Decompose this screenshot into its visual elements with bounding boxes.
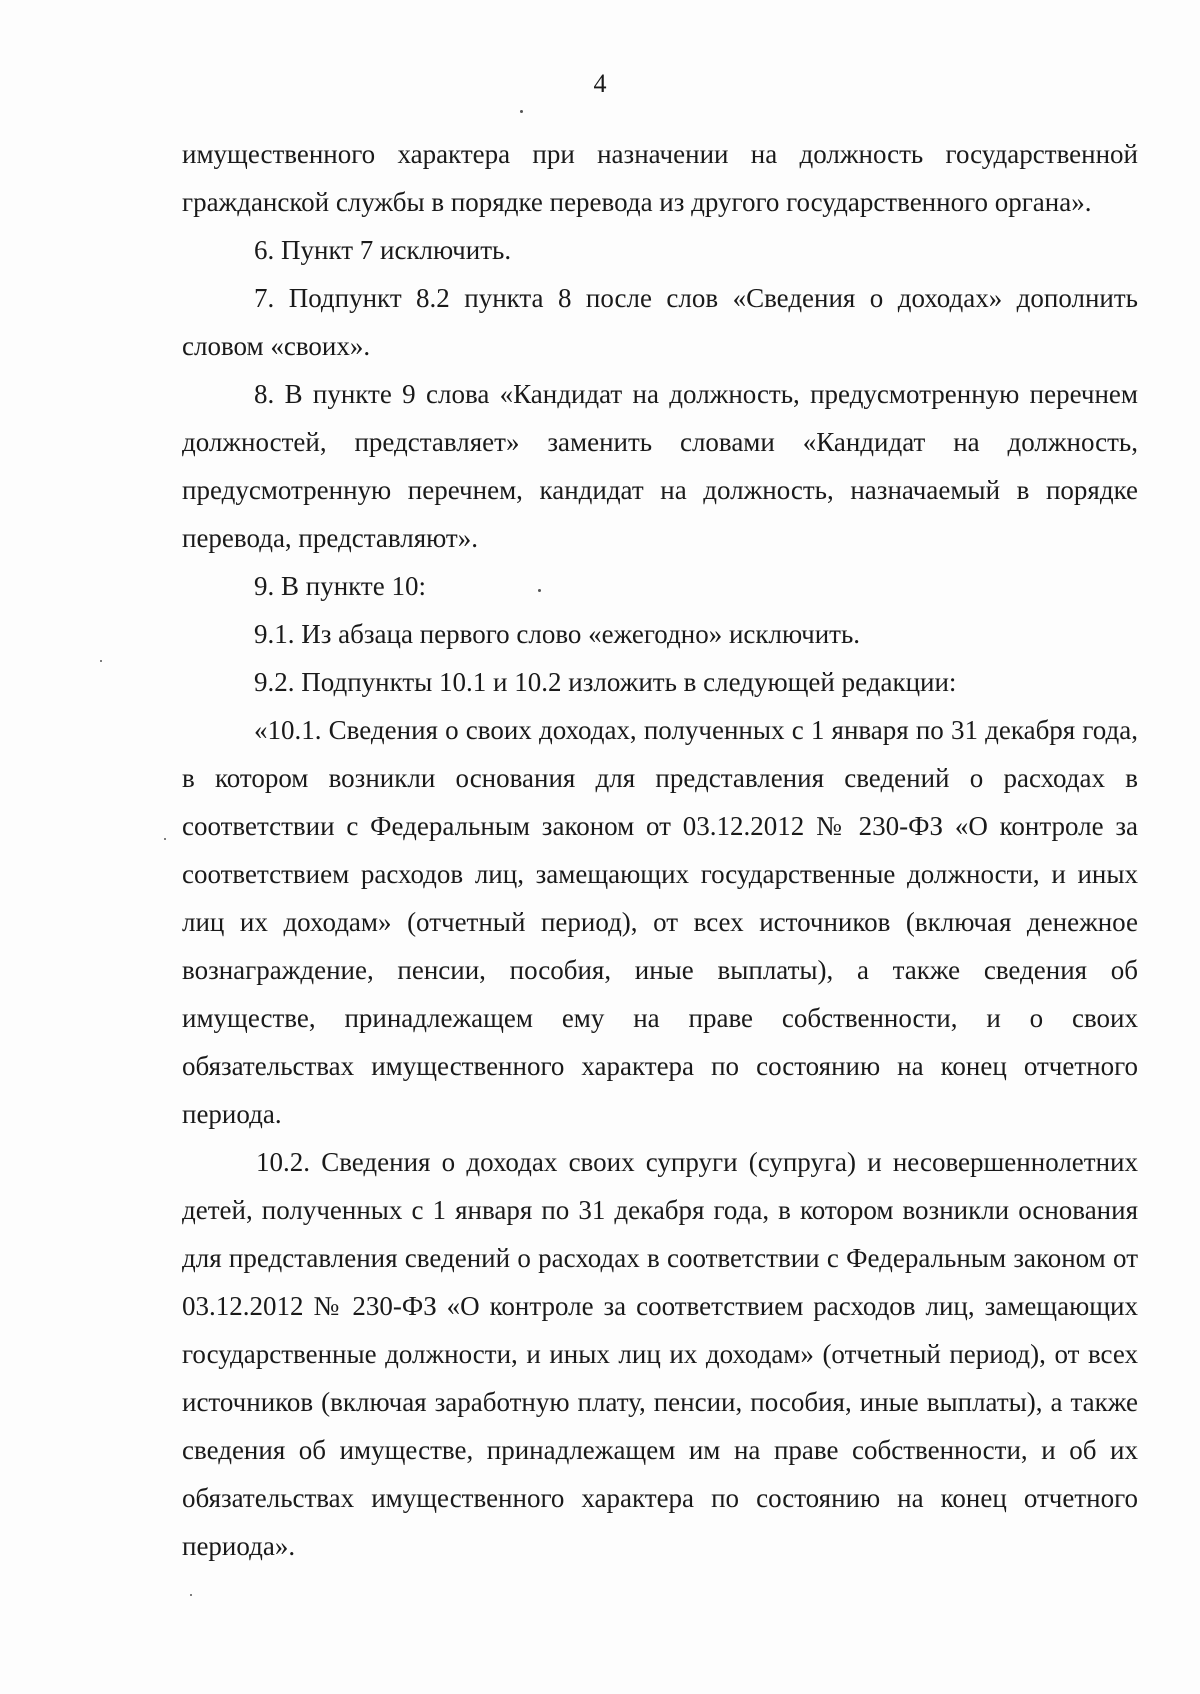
paragraph-subitem-10-1: «10.1. Сведения о своих доходах, полученных с 1 января по 31 декабря года, в котором возникли основания для представления сведений о расходах в соответствии с Федеральным законом от 03.12.2012 № 230-ФЗ «О контроле за соответствием расходов лиц, замещающих государственные должности, и иных лиц их доходам» (отчетный период), от всех источников (включая денежное вознаграждение, пенсии, пособия, иные выплаты), а также сведения об имуществе, принадлежащем ему на праве собственности, и о своих обязательствах имущественного характера по состоянию на конец отчетного периода.: [182, 715, 1138, 1129]
paragraph-continuation: имущественного характера при назначении на должность государственной гражданской службы в порядке перевода из другого государственного органа».: [182, 139, 1138, 217]
paragraph-item-8: 8. В пункте 9 слова «Кандидат на должность, предусмотренную перечнем должностей, представляет» заменить словами «Кандидат на должность, предусмотренную перечнем, кандидат на должность, назначаемый в порядке перевода, представляют».: [182, 379, 1138, 553]
scan-speck: [164, 838, 166, 840]
scan-speck: [538, 589, 541, 592]
paragraph-item-7: 7. Подпункт 8.2 пункта 8 после слов «Сведения о доходах» дополнить словом «своих».: [182, 283, 1138, 361]
paragraph-item-9-1: 9.1. Из абзаца первого слово «ежегодно» исключить.: [254, 619, 861, 649]
scan-speck: [100, 660, 102, 662]
paragraph-subitem-10-2: 10.2. Сведения о доходах своих супруги (супруга) и несовершеннолетних детей, полученных с 1 января по 31 декабря года, в котором возникли основания для представления сведений о расходах в соответствии с Федеральным законом от 03.12.2012 № 230-ФЗ «О контроле за соответствием расходов лиц, замещающих государственные должности, и иных лиц их доходам» (отчетный период), от всех источников (включая заработную плату, пенсии, пособия, иные выплаты), а также сведения об имуществе, принадлежащем им на праве собственности, и об их обязательствах имущественного характера по состоянию на конец отчетного периода».: [182, 1147, 1138, 1561]
paragraph-item-9: 9. В пункте 10:: [254, 571, 426, 601]
paragraph-item-9-2: 9.2. Подпункты 10.1 и 10.2 изложить в следующей редакции:: [254, 667, 957, 697]
document-body: [182, 130, 1138, 1570]
scan-speck: [190, 1594, 192, 1596]
page-number: 4: [593, 69, 607, 98]
paragraph-item-6: 6. Пункт 7 исключить.: [254, 235, 512, 265]
scan-speck: [520, 110, 523, 113]
